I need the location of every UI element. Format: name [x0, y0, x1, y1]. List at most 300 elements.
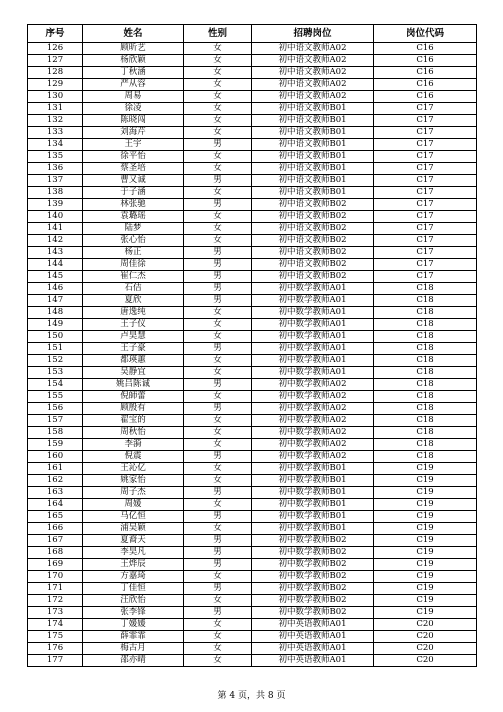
serial-number-cell: 151: [28, 343, 83, 355]
position-cell: 初中数学教师B02: [252, 547, 374, 559]
gender-cell: 女: [184, 595, 252, 607]
gender-cell: 男: [184, 247, 252, 259]
header-position: 招聘岗位: [252, 25, 374, 43]
name-cell: 马亿恒: [83, 511, 184, 523]
gender-cell: 女: [184, 355, 252, 367]
serial-number-cell: 168: [28, 547, 83, 559]
position-code-cell: C19: [374, 607, 477, 619]
header-serial-number: 序号: [28, 25, 83, 43]
serial-number-cell: 148: [28, 307, 83, 319]
gender-cell: 男: [184, 283, 252, 295]
table-row: [28, 595, 477, 607]
position-code-cell: C18: [374, 331, 477, 343]
table-row: [28, 247, 477, 259]
name-cell: 王子豪: [83, 343, 184, 355]
table-row: [28, 463, 477, 475]
name-cell: 崔仁杰: [83, 271, 184, 283]
position-cell: 初中语文教师B02: [252, 211, 374, 223]
gender-cell: 女: [184, 223, 252, 235]
position-code-cell: C17: [374, 175, 477, 187]
position-cell: 初中数学教师A02: [252, 451, 374, 463]
position-code-cell: C18: [374, 427, 477, 439]
position-code-cell: C17: [374, 103, 477, 115]
name-cell: 卢昊慧: [83, 331, 184, 343]
table-row: [28, 211, 477, 223]
gender-cell: 女: [184, 211, 252, 223]
table-row: [28, 223, 477, 235]
table-row: [28, 391, 477, 403]
table-row: [28, 559, 477, 571]
position-code-cell: C18: [374, 391, 477, 403]
position-cell: 初中语文教师B02: [252, 199, 374, 211]
position-cell: 初中语文教师B01: [252, 175, 374, 187]
serial-number-cell: 144: [28, 259, 83, 271]
position-cell: 初中数学教师B01: [252, 511, 374, 523]
name-cell: 梅古月: [83, 643, 184, 655]
table-row: [28, 643, 477, 655]
page-footer: 第 4 页，共 8 页: [217, 691, 286, 701]
serial-number-cell: 149: [28, 319, 83, 331]
name-cell: 倪師蕾: [83, 391, 184, 403]
table-row: [28, 283, 477, 295]
name-cell: 刘海芹: [83, 127, 184, 139]
serial-number-cell: 158: [28, 427, 83, 439]
gender-cell: 女: [184, 619, 252, 631]
gender-cell: 女: [184, 367, 252, 379]
name-cell: 邵亦晴: [83, 655, 184, 667]
gender-cell: 女: [184, 523, 252, 535]
serial-number-cell: 152: [28, 355, 83, 367]
position-cell: 初中语文教师A02: [252, 79, 374, 91]
name-cell: 吴静宜: [83, 367, 184, 379]
position-cell: 初中英语教师A01: [252, 619, 374, 631]
table-row: [28, 547, 477, 559]
position-code-cell: C19: [374, 559, 477, 571]
position-code-cell: C19: [374, 463, 477, 475]
table-row: [28, 475, 477, 487]
gender-cell: 女: [184, 499, 252, 511]
position-cell: 初中数学教师B02: [252, 535, 374, 547]
position-cell: 初中数学教师B02: [252, 607, 374, 619]
gender-cell: 男: [184, 487, 252, 499]
position-cell: 初中语文教师A02: [252, 55, 374, 67]
table-row: [28, 43, 477, 55]
table-row: [28, 67, 477, 79]
position-code-cell: C19: [374, 535, 477, 547]
table-row: [28, 655, 477, 667]
position-code-cell: C19: [374, 583, 477, 595]
position-cell: 初中英语教师A01: [252, 631, 374, 643]
position-cell: 初中语文教师A02: [252, 91, 374, 103]
name-cell: 周子杰: [83, 487, 184, 499]
gender-cell: 女: [184, 571, 252, 583]
position-cell: 初中语文教师B01: [252, 127, 374, 139]
table-row: [28, 79, 477, 91]
serial-number-cell: 145: [28, 271, 83, 283]
gender-cell: 女: [184, 655, 252, 667]
position-cell: 初中数学教师A01: [252, 355, 374, 367]
name-cell: 杨正: [83, 247, 184, 259]
serial-number-cell: 163: [28, 487, 83, 499]
position-cell: 初中语文教师B02: [252, 247, 374, 259]
position-code-cell: C17: [374, 223, 477, 235]
name-cell: 顾昕艺: [83, 43, 184, 55]
position-cell: 初中语文教师B01: [252, 151, 374, 163]
table-row: [28, 91, 477, 103]
table-row: [28, 487, 477, 499]
name-cell: 丁秋涵: [83, 67, 184, 79]
table-row: [28, 319, 477, 331]
name-cell: 张心怡: [83, 235, 184, 247]
serial-number-cell: 166: [28, 523, 83, 535]
position-code-cell: C17: [374, 115, 477, 127]
position-cell: 初中数学教师A01: [252, 319, 374, 331]
position-cell: 初中数学教师B01: [252, 475, 374, 487]
serial-number-cell: 150: [28, 331, 83, 343]
serial-number-cell: 140: [28, 211, 83, 223]
position-cell: 初中语文教师B02: [252, 271, 374, 283]
position-cell: 初中数学教师A02: [252, 427, 374, 439]
position-code-cell: C19: [374, 571, 477, 583]
position-code-cell: C17: [374, 247, 477, 259]
serial-number-cell: 126: [28, 43, 83, 55]
position-cell: 初中数学教师A01: [252, 343, 374, 355]
serial-number-cell: 167: [28, 535, 83, 547]
name-cell: 周秋怡: [83, 427, 184, 439]
header-position-code: 岗位代码: [374, 25, 477, 43]
table-row: [28, 379, 477, 391]
table-row: [28, 619, 477, 631]
position-code-cell: C16: [374, 91, 477, 103]
position-code-cell: C17: [374, 127, 477, 139]
serial-number-cell: 154: [28, 379, 83, 391]
table-row: [28, 427, 477, 439]
serial-number-cell: 146: [28, 283, 83, 295]
position-cell: 初中数学教师A01: [252, 307, 374, 319]
gender-cell: 男: [184, 199, 252, 211]
gender-cell: 男: [184, 259, 252, 271]
position-cell: 初中语文教师B01: [252, 139, 374, 151]
header-name: 姓名: [83, 25, 184, 43]
position-code-cell: C16: [374, 79, 477, 91]
position-cell: 初中数学教师A01: [252, 295, 374, 307]
position-code-cell: C16: [374, 55, 477, 67]
table-row: [28, 355, 477, 367]
serial-number-cell: 131: [28, 103, 83, 115]
table-row: [28, 139, 477, 151]
name-cell: 蔡圣培: [83, 163, 184, 175]
serial-number-cell: 173: [28, 607, 83, 619]
gender-cell: 男: [184, 535, 252, 547]
roster-sheet: [27, 24, 476, 667]
position-code-cell: C18: [374, 355, 477, 367]
table-row: [28, 55, 477, 67]
table-row: [28, 163, 477, 175]
table-row: [28, 187, 477, 199]
serial-number-cell: 177: [28, 655, 83, 667]
gender-cell: 女: [184, 391, 252, 403]
name-cell: 丁佳恒: [83, 583, 184, 595]
table-row: [28, 451, 477, 463]
serial-number-cell: 155: [28, 391, 83, 403]
position-cell: 初中数学教师A02: [252, 391, 374, 403]
position-code-cell: C19: [374, 547, 477, 559]
position-cell: 初中数学教师B02: [252, 571, 374, 583]
position-cell: 初中数学教师B01: [252, 463, 374, 475]
position-code-cell: C18: [374, 451, 477, 463]
name-cell: 石佶: [83, 283, 184, 295]
position-cell: 初中数学教师A01: [252, 283, 374, 295]
gender-cell: 女: [184, 631, 252, 643]
position-code-cell: C19: [374, 523, 477, 535]
serial-number-cell: 139: [28, 199, 83, 211]
table-row: [28, 343, 477, 355]
serial-number-cell: 135: [28, 151, 83, 163]
position-code-cell: C19: [374, 499, 477, 511]
position-cell: 初中数学教师A02: [252, 379, 374, 391]
serial-number-cell: 143: [28, 247, 83, 259]
name-cell: 杨欣颖: [83, 55, 184, 67]
serial-number-cell: 130: [28, 91, 83, 103]
serial-number-cell: 161: [28, 463, 83, 475]
name-cell: 袁璐瑶: [83, 211, 184, 223]
position-code-cell: C17: [374, 271, 477, 283]
table-row: [28, 115, 477, 127]
position-code-cell: C17: [374, 151, 477, 163]
table-row: [28, 571, 477, 583]
position-cell: 初中语文教师A02: [252, 43, 374, 55]
position-cell: 初中数学教师B01: [252, 487, 374, 499]
position-code-cell: C16: [374, 67, 477, 79]
position-code-cell: C17: [374, 163, 477, 175]
gender-cell: 女: [184, 103, 252, 115]
position-code-cell: C18: [374, 403, 477, 415]
name-cell: 陆梦: [83, 223, 184, 235]
name-cell: 王沁亿: [83, 463, 184, 475]
gender-cell: 女: [184, 55, 252, 67]
gender-cell: 女: [184, 187, 252, 199]
position-cell: 初中语文教师B01: [252, 163, 374, 175]
name-cell: 李昊凡: [83, 547, 184, 559]
gender-cell: 女: [184, 427, 252, 439]
serial-number-cell: 132: [28, 115, 83, 127]
serial-number-cell: 160: [28, 451, 83, 463]
position-code-cell: C18: [374, 343, 477, 355]
position-code-cell: C18: [374, 319, 477, 331]
name-cell: 周佳徐: [83, 259, 184, 271]
gender-cell: 女: [184, 43, 252, 55]
table-row: [28, 403, 477, 415]
serial-number-cell: 156: [28, 403, 83, 415]
table-row: [28, 235, 477, 247]
position-code-cell: C19: [374, 475, 477, 487]
name-cell: 李漪: [83, 439, 184, 451]
position-code-cell: C20: [374, 643, 477, 655]
gender-cell: 男: [184, 607, 252, 619]
table-row: [28, 415, 477, 427]
gender-cell: 女: [184, 475, 252, 487]
gender-cell: 男: [184, 271, 252, 283]
name-cell: 浦吴颖: [83, 523, 184, 535]
gender-cell: 男: [184, 511, 252, 523]
gender-cell: 女: [184, 235, 252, 247]
gender-cell: 女: [184, 163, 252, 175]
position-code-cell: C19: [374, 595, 477, 607]
name-cell: 于子涵: [83, 187, 184, 199]
gender-cell: 女: [184, 463, 252, 475]
position-code-cell: C19: [374, 511, 477, 523]
table-row: [28, 271, 477, 283]
name-cell: 翟宝的: [83, 415, 184, 427]
position-cell: 初中语文教师A02: [252, 67, 374, 79]
name-cell: 方嘉琦: [83, 571, 184, 583]
serial-number-cell: 157: [28, 415, 83, 427]
name-cell: 汪欣怡: [83, 595, 184, 607]
name-cell: 姚家怡: [83, 475, 184, 487]
name-cell: 倪震: [83, 451, 184, 463]
name-cell: 薛霏霏: [83, 631, 184, 643]
table-row: [28, 439, 477, 451]
name-cell: 夏裔天: [83, 535, 184, 547]
position-code-cell: C20: [374, 619, 477, 631]
table-row: [28, 103, 477, 115]
gender-cell: 女: [184, 319, 252, 331]
position-cell: 初中语文教师B01: [252, 115, 374, 127]
serial-number-cell: 165: [28, 511, 83, 523]
gender-cell: 女: [184, 331, 252, 343]
position-cell: 初中数学教师B02: [252, 583, 374, 595]
candidate-table: [27, 24, 477, 667]
serial-number-cell: 142: [28, 235, 83, 247]
position-code-cell: C18: [374, 415, 477, 427]
name-cell: 夏欣: [83, 295, 184, 307]
serial-number-cell: 129: [28, 79, 83, 91]
position-code-cell: C19: [374, 487, 477, 499]
position-code-cell: C18: [374, 367, 477, 379]
serial-number-cell: 172: [28, 595, 83, 607]
table-row: [28, 295, 477, 307]
position-cell: 初中数学教师A02: [252, 415, 374, 427]
serial-number-cell: 153: [28, 367, 83, 379]
name-cell: 严从容: [83, 79, 184, 91]
gender-cell: 女: [184, 127, 252, 139]
table-row: [28, 175, 477, 187]
table-row: [28, 127, 477, 139]
name-cell: 顾殷有: [83, 403, 184, 415]
table-body: [28, 43, 477, 667]
table-row: [28, 523, 477, 535]
serial-number-cell: 133: [28, 127, 83, 139]
serial-number-cell: 141: [28, 223, 83, 235]
serial-number-cell: 170: [28, 571, 83, 583]
gender-cell: 男: [184, 583, 252, 595]
position-code-cell: C17: [374, 187, 477, 199]
name-cell: 王子仪: [83, 319, 184, 331]
serial-number-cell: 176: [28, 643, 83, 655]
name-cell: 姚吕陈诚: [83, 379, 184, 391]
position-cell: 初中语文教师B02: [252, 235, 374, 247]
serial-number-cell: 127: [28, 55, 83, 67]
position-cell: 初中数学教师B02: [252, 595, 374, 607]
table-row: [28, 511, 477, 523]
position-cell: 初中数学教师A01: [252, 331, 374, 343]
gender-cell: 女: [184, 643, 252, 655]
position-code-cell: C18: [374, 379, 477, 391]
table-row: [28, 535, 477, 547]
table-header-row: [28, 25, 477, 43]
serial-number-cell: 137: [28, 175, 83, 187]
gender-cell: 男: [184, 379, 252, 391]
serial-number-cell: 138: [28, 187, 83, 199]
table-row: [28, 331, 477, 343]
table-row: [28, 499, 477, 511]
serial-number-cell: 128: [28, 67, 83, 79]
gender-cell: 男: [184, 139, 252, 151]
name-cell: 张李锋: [83, 607, 184, 619]
gender-cell: 男: [184, 295, 252, 307]
position-code-cell: C20: [374, 655, 477, 667]
gender-cell: 女: [184, 67, 252, 79]
name-cell: 唐逸纯: [83, 307, 184, 319]
serial-number-cell: 136: [28, 163, 83, 175]
gender-cell: 女: [184, 151, 252, 163]
gender-cell: 男: [184, 175, 252, 187]
position-cell: 初中数学教师B02: [252, 559, 374, 571]
serial-number-cell: 175: [28, 631, 83, 643]
table-row: [28, 259, 477, 271]
position-code-cell: C17: [374, 235, 477, 247]
name-cell: 徐平怡: [83, 151, 184, 163]
position-cell: 初中语文教师B01: [252, 103, 374, 115]
name-cell: 都瑛蕙: [83, 355, 184, 367]
gender-cell: 男: [184, 343, 252, 355]
name-cell: 周媛: [83, 499, 184, 511]
header-gender: 性别: [184, 25, 252, 43]
table-row: [28, 307, 477, 319]
serial-number-cell: 164: [28, 499, 83, 511]
name-cell: 陈晓闯: [83, 115, 184, 127]
position-cell: 初中数学教师B01: [252, 499, 374, 511]
position-cell: 初中数学教师A02: [252, 403, 374, 415]
position-code-cell: C17: [374, 139, 477, 151]
position-cell: 初中数学教师B01: [252, 523, 374, 535]
position-cell: 初中语文教师B02: [252, 223, 374, 235]
table-row: [28, 151, 477, 163]
serial-number-cell: 147: [28, 295, 83, 307]
table-row: [28, 607, 477, 619]
serial-number-cell: 134: [28, 139, 83, 151]
position-cell: 初中数学教师A02: [252, 439, 374, 451]
gender-cell: 女: [184, 115, 252, 127]
gender-cell: 女: [184, 307, 252, 319]
serial-number-cell: 174: [28, 619, 83, 631]
name-cell: 林张驰: [83, 199, 184, 211]
gender-cell: 男: [184, 451, 252, 463]
position-cell: 初中英语教师A01: [252, 643, 374, 655]
serial-number-cell: 162: [28, 475, 83, 487]
position-code-cell: C20: [374, 631, 477, 643]
name-cell: 王宇: [83, 139, 184, 151]
position-code-cell: C17: [374, 259, 477, 271]
gender-cell: 女: [184, 91, 252, 103]
gender-cell: 男: [184, 403, 252, 415]
name-cell: 周易: [83, 91, 184, 103]
name-cell: 丁媛媛: [83, 619, 184, 631]
serial-number-cell: 171: [28, 583, 83, 595]
position-code-cell: C18: [374, 307, 477, 319]
position-cell: 初中英语教师A01: [252, 655, 374, 667]
table-row: [28, 199, 477, 211]
